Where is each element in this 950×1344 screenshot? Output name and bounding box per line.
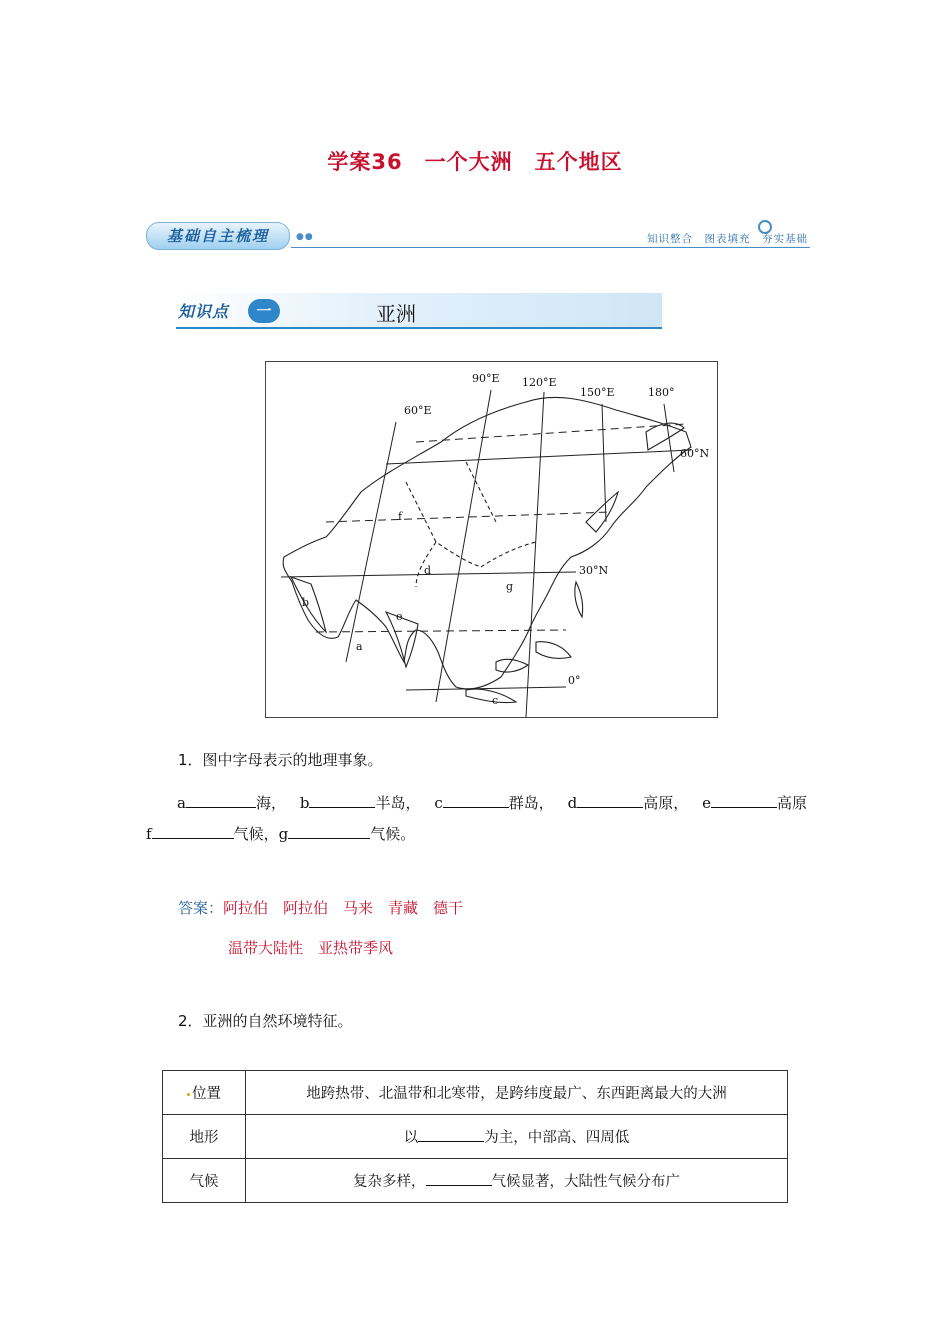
- table-cell: 以 为主，中部高、四周低: [246, 1115, 788, 1159]
- label-120e: 120°E: [522, 376, 557, 389]
- lat-dashed-1: [416, 424, 686, 442]
- map-islands-3: [466, 689, 516, 702]
- table-row: [163, 1115, 788, 1159]
- lon-90e-line: [436, 390, 491, 702]
- knowledge-point-title: 亚洲: [376, 302, 416, 326]
- map-letter-d: d: [424, 564, 432, 577]
- table-head-cell: 气候: [163, 1159, 246, 1203]
- asia-map: [265, 361, 718, 718]
- blank-c[interactable]: [443, 793, 509, 808]
- answer-line-1: [178, 897, 463, 918]
- map-letter-f: f: [398, 510, 403, 523]
- map-letter-a: a: [356, 640, 363, 653]
- q1-fill-line-1: [177, 792, 807, 813]
- dot-icon: [187, 1093, 190, 1096]
- label-30n: 30°N: [579, 564, 609, 577]
- blank-climate[interactable]: [426, 1171, 492, 1186]
- answer-text-2: 温带大陆性 亚热带季风: [228, 939, 394, 957]
- blank-terrain[interactable]: [418, 1127, 484, 1142]
- table-cell: 复杂多样， 气候显著，大陆性气候分布广: [246, 1159, 788, 1203]
- blank-item-e: e 高原: [702, 794, 807, 812]
- blank-d[interactable]: [577, 793, 643, 808]
- label-60e: 60°E: [404, 404, 432, 417]
- blank-item-b: b 半岛，: [299, 794, 421, 812]
- question-2: 2．亚洲的自然环境特征。: [178, 1012, 353, 1030]
- section-banner: [146, 222, 812, 250]
- lat-60n-line: [386, 450, 691, 464]
- blank-f-label: f: [146, 825, 152, 843]
- blank-item-c: c 群岛，: [434, 794, 554, 812]
- banner-subtitle: 知识整合 图表填充 夯实基础: [647, 233, 808, 245]
- table-head-cell: 地形: [163, 1115, 246, 1159]
- map-letter-c: c: [492, 694, 499, 707]
- lon-60e-line: [346, 422, 396, 662]
- blank-f[interactable]: [152, 824, 234, 839]
- map-philippines: [575, 582, 583, 617]
- blank-b[interactable]: [309, 793, 375, 808]
- blank-g-label: g: [278, 825, 289, 843]
- blank-f-suffix: 气候，: [233, 825, 279, 843]
- table-cell: 地跨热带、北温带和北寒带，是跨纬度最广、东西距离最大的大洲: [246, 1071, 788, 1115]
- blank-g-suffix: 气候。: [370, 825, 416, 843]
- blank-item-a: a 海，: [177, 794, 286, 812]
- knowledge-point-header: [176, 293, 662, 329]
- blank-g[interactable]: [288, 824, 370, 839]
- label-90e: 90°E: [472, 372, 500, 385]
- page-title: 学案36 一个大洲 五个地区: [327, 150, 623, 174]
- label-180: 180°: [648, 386, 675, 399]
- map-letter-b: b: [302, 596, 310, 609]
- map-letter-g: g: [506, 580, 514, 593]
- blank-item-d: d 高原，: [567, 794, 689, 812]
- banner-tag: 基础自主梳理: [146, 222, 290, 250]
- lon-180-line: [664, 404, 674, 472]
- banner-divider: [291, 247, 810, 248]
- map-islands-2: [536, 642, 571, 659]
- label-60n: 60°N: [680, 447, 710, 460]
- map-kamchatka: [646, 423, 684, 450]
- label-0: 0°: [568, 674, 581, 687]
- map-islands-1: [496, 659, 528, 672]
- map-coastline: [283, 397, 691, 689]
- table-row: [163, 1071, 788, 1115]
- answer-label: 答案：: [178, 899, 224, 917]
- q1-fill-line-2: [146, 823, 415, 844]
- asia-map-drawing: [266, 362, 717, 717]
- environment-table: [162, 1070, 788, 1203]
- question-1: 1．图中字母表示的地理事象。: [178, 751, 383, 769]
- map-letter-e: e: [396, 610, 403, 623]
- answer-text-1: 阿拉伯 阿拉伯 马来 青藏 德干: [223, 899, 464, 917]
- blank-e[interactable]: [711, 793, 777, 808]
- lon-120e-line: [526, 392, 544, 717]
- banner-dots: ●●: [296, 232, 314, 242]
- knowledge-point-tag: 知识点: [178, 302, 230, 321]
- table-head-cell: 位置: [163, 1071, 246, 1115]
- knowledge-point-number: 一: [248, 299, 280, 323]
- blank-a[interactable]: [186, 793, 256, 808]
- label-150e: 150°E: [580, 386, 615, 399]
- table-row: [163, 1159, 788, 1203]
